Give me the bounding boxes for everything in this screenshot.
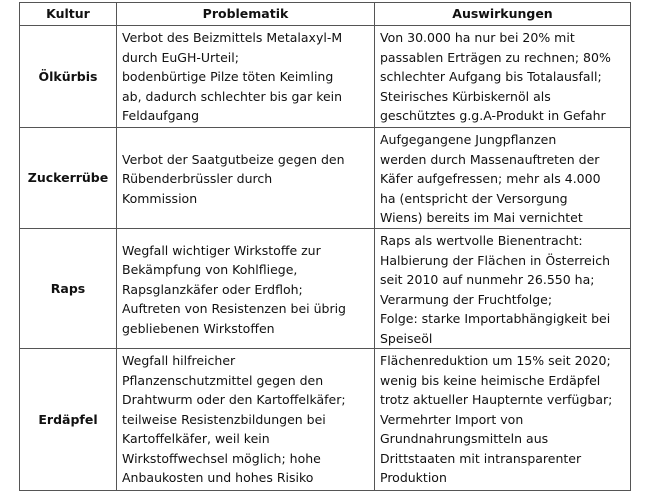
table-row — [20, 229, 631, 349]
impact-line: schlechter Aufgang bis Totalausfall; — [380, 69, 602, 84]
problem-line: bodenbürtige Pilze töten Keimling — [122, 69, 334, 84]
problem-line: Feldaufgang — [122, 108, 200, 123]
problem-line: Verbot der Saatgutbeize gegen den — [122, 151, 345, 167]
header-crop: Kultur — [20, 3, 117, 26]
crop-name: Erdäpfel — [20, 349, 117, 491]
problem-line: Drahtwurm oder den Kartoffelkäfer; — [122, 392, 346, 407]
problem-line: teilweise Resistenzbildungen bei — [122, 411, 326, 427]
impact-line: Drittstaaten mit intransparenter — [380, 450, 582, 466]
header-problem: Problematik — [117, 3, 375, 26]
impact-cell — [375, 229, 631, 349]
problem-cell — [117, 229, 375, 349]
impact-line: wenig bis keine heimische Erdäpfel — [380, 372, 601, 388]
problem-line: Anbaukosten und hohes Risiko — [122, 470, 314, 485]
impact-cell — [375, 128, 631, 229]
crop-protection-table — [19, 2, 631, 491]
impact-line: Von 30.000 ha nur bei 20% mit — [380, 30, 575, 45]
problem-line: Rübenderbrüssler durch — [122, 171, 273, 187]
impact-line: Folge: starke Importabhängigkeit bei — [380, 311, 611, 326]
problem-cell — [117, 349, 375, 491]
crop-name: Ölkürbis — [20, 26, 117, 128]
table-row — [20, 349, 631, 491]
impact-line: ha (entspricht der Versorgung — [380, 190, 568, 206]
impact-line: passablen Erträgen zu rechnen; 80% — [380, 49, 611, 65]
table-row — [20, 26, 631, 128]
impact-line: Aufgegangene Jungpflanzen — [380, 132, 557, 147]
impact-line: Wiens) bereits im Mai vernichtet — [380, 210, 583, 225]
impact-line: Vermehrter Import von — [380, 411, 524, 427]
table-row — [20, 128, 631, 229]
impact-line: Produktion — [380, 470, 447, 485]
header-row — [20, 3, 631, 26]
problem-line: Rapsglanzkäfer oder Erdfloh; — [122, 281, 303, 297]
problem-line: Wegfall wichtiger Wirkstoffe zur — [122, 242, 321, 258]
impact-line: Käfer aufgefressen; mehr als 4.000 — [380, 171, 601, 186]
impact-line: werden durch Massenauftreten der — [380, 151, 600, 167]
crop-name: Zuckerrübe — [20, 128, 117, 229]
impact-line: Verarmung der Fruchtfolge; — [380, 291, 553, 307]
impact-line: Raps als wertvolle Bienentracht: — [380, 233, 583, 248]
impact-line: Halbierung der Flächen in Österreich — [380, 252, 611, 268]
crop-name: Raps — [20, 229, 117, 349]
problem-line: Pflanzenschutzmittel gegen den — [122, 372, 324, 388]
problem-line: ab, dadurch schlechter bis gar kein — [122, 88, 343, 104]
problem-cell — [117, 26, 375, 128]
problem-line: Kommission — [122, 190, 198, 206]
impact-line: geschütztes g.g.A-Produkt in Gefahr — [380, 108, 606, 123]
impact-cell — [375, 349, 631, 491]
impact-line: Grundnahrungsmitteln aus — [380, 431, 549, 446]
header-impact: Auswirkungen — [375, 3, 631, 26]
problem-line: Kartoffelkäfer, weil kein — [122, 431, 270, 446]
problem-line: Verbot des Beizmittels Metalaxyl-M — [122, 30, 343, 45]
impact-line: Speiseöl — [380, 330, 433, 346]
impact-line: seit 2010 auf nunmehr 26.550 ha; — [380, 272, 595, 287]
problem-line: Auftreten von Resistenzen bei übrig — [122, 301, 346, 317]
problem-line: Wirkstoffwechsel möglich; hohe — [122, 450, 321, 466]
impact-cell — [375, 26, 631, 128]
problem-line: gebliebenen Wirkstoffen — [122, 320, 275, 336]
impact-line: trotz aktueller Haupternte verfügbar; — [380, 392, 613, 407]
problem-line: durch EuGH-Urteil; — [122, 49, 239, 65]
problem-cell — [117, 128, 375, 229]
impact-line: Flächenreduktion um 15% seit 2020; — [380, 353, 611, 368]
impact-line: Steirisches Kürbiskernöl als — [380, 88, 551, 104]
problem-line: Bekämpfung von Kohlfliege, — [122, 262, 298, 278]
problem-line: Wegfall hilfreicher — [122, 353, 236, 368]
